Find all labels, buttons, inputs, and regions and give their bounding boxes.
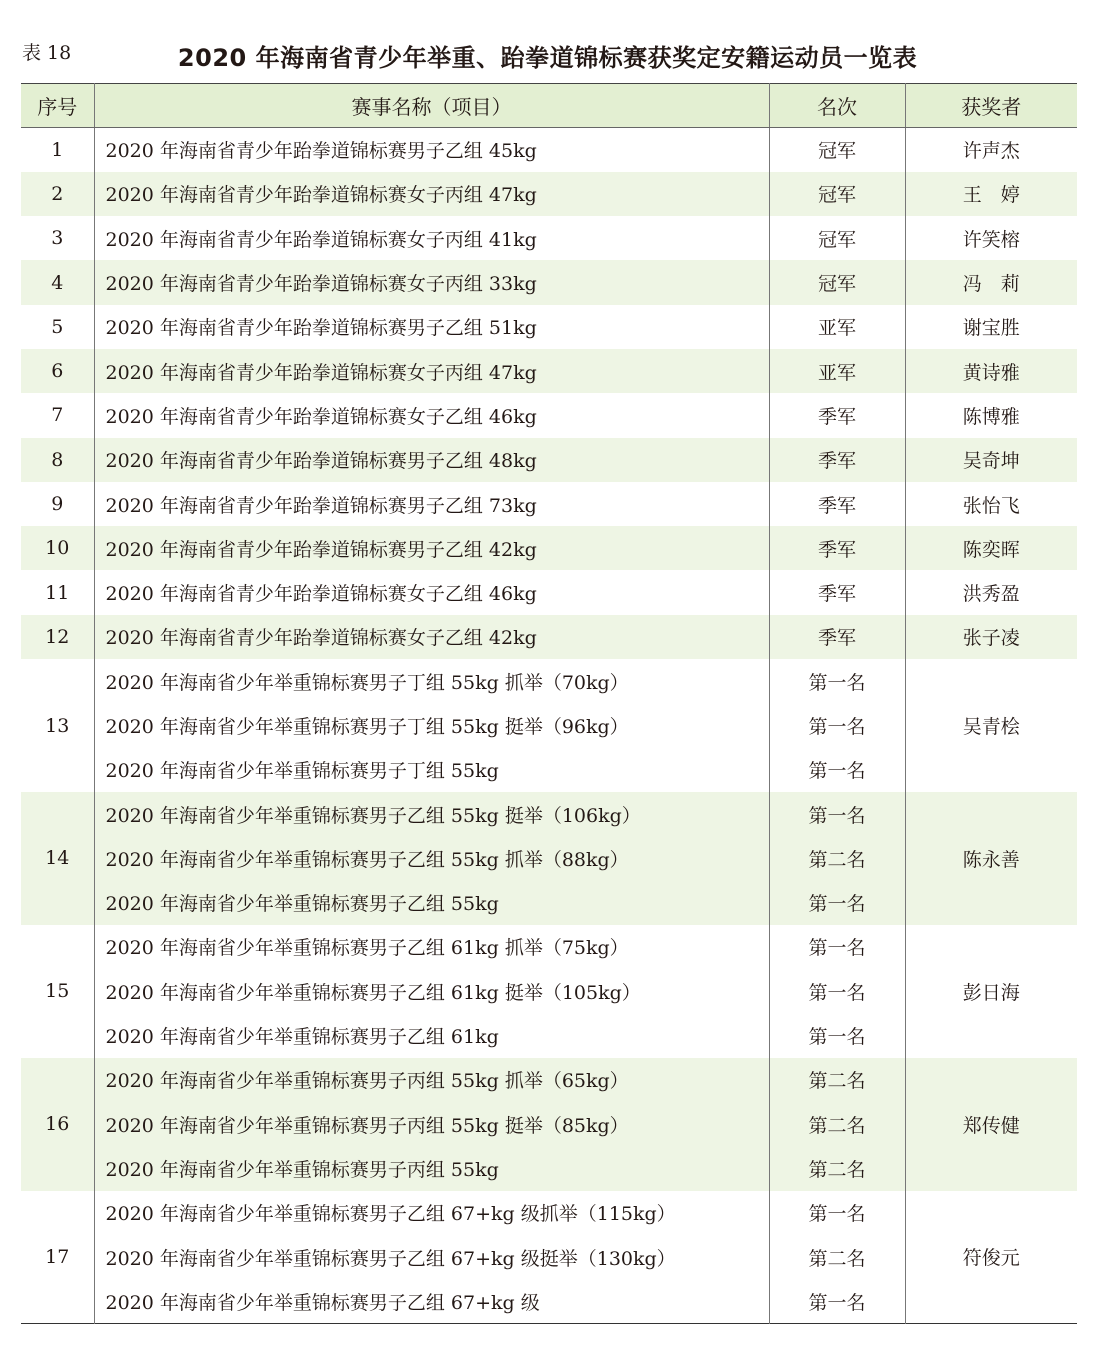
event-name: 2020 年海南省青少年跆拳道锦标赛女子乙组 46kg <box>94 393 769 437</box>
row-number: 12 <box>45 625 70 648</box>
table-row <box>21 172 1077 216</box>
winner-name: 冯 莉 <box>905 260 1077 304</box>
event-name: 2020 年海南省青少年跆拳道锦标赛女子丙组 47kg <box>94 349 769 393</box>
rank: 第二名 <box>769 836 905 880</box>
row-number: 9 <box>51 493 64 516</box>
row-number: 3 <box>51 227 64 250</box>
event-name: 2020 年海南省青少年跆拳道锦标赛女子丙组 47kg <box>94 172 769 216</box>
rank: 第一名 <box>769 748 905 792</box>
table-row <box>21 128 1077 172</box>
event-name: 2020 年海南省少年举重锦标赛男子乙组 67+kg 级 <box>94 1279 769 1323</box>
rank: 第一名 <box>769 1013 905 1057</box>
winner-name: 张子凌 <box>905 615 1077 659</box>
event-name: 2020 年海南省少年举重锦标赛男子乙组 61kg <box>94 1013 769 1057</box>
row-number: 8 <box>51 448 64 471</box>
event-name: 2020 年海南省青少年跆拳道锦标赛女子丙组 33kg <box>94 260 769 304</box>
table-row <box>21 482 1077 526</box>
row-number: 7 <box>51 404 64 427</box>
winner-name: 王 婷 <box>905 172 1077 216</box>
table-row <box>21 260 1077 304</box>
table-row <box>21 570 1077 614</box>
table-row <box>21 526 1077 570</box>
event-name: 2020 年海南省少年举重锦标赛男子乙组 55kg 挺举（106kg） <box>94 792 769 836</box>
rank: 冠军 <box>769 216 905 260</box>
event-name: 2020 年海南省青少年跆拳道锦标赛男子乙组 73kg <box>94 482 769 526</box>
row-number: 5 <box>51 315 64 338</box>
header-event: 赛事名称（项目） <box>94 84 769 128</box>
header-rank: 名次 <box>769 84 905 128</box>
rank: 季军 <box>769 526 905 570</box>
table-row <box>21 659 1077 703</box>
event-name: 2020 年海南省少年举重锦标赛男子乙组 67+kg 级抓举（115kg） <box>94 1191 769 1235</box>
winner-name: 陈永善 <box>905 792 1077 925</box>
winner-name: 陈博雅 <box>905 393 1077 437</box>
winner-name: 吴奇坤 <box>905 438 1077 482</box>
event-name: 2020 年海南省少年举重锦标赛男子乙组 61kg 挺举（105kg） <box>94 969 769 1013</box>
event-name: 2020 年海南省少年举重锦标赛男子乙组 55kg 抓举（88kg） <box>94 836 769 880</box>
event-name: 2020 年海南省青少年跆拳道锦标赛男子乙组 45kg <box>94 128 769 172</box>
event-name: 2020 年海南省少年举重锦标赛男子乙组 67+kg 级挺举（130kg） <box>94 1235 769 1279</box>
rank: 季军 <box>769 393 905 437</box>
rank: 第二名 <box>769 1146 905 1190</box>
rank: 第一名 <box>769 792 905 836</box>
table-label: 表 18 <box>22 42 72 64</box>
rank: 第一名 <box>769 1191 905 1235</box>
header-winner: 获奖者 <box>905 84 1077 128</box>
awards-table <box>21 83 1077 1324</box>
table-row <box>21 216 1077 260</box>
winner-name: 张怡飞 <box>905 482 1077 526</box>
table-row <box>21 305 1077 349</box>
row-number: 13 <box>45 714 70 737</box>
row-number: 1 <box>51 138 64 161</box>
rank: 第一名 <box>769 925 905 969</box>
rank: 亚军 <box>769 349 905 393</box>
rank: 季军 <box>769 615 905 659</box>
rank: 季军 <box>769 482 905 526</box>
row-number: 16 <box>45 1113 70 1136</box>
row-number: 4 <box>51 271 64 294</box>
event-name: 2020 年海南省少年举重锦标赛男子乙组 55kg <box>94 881 769 925</box>
rank: 季军 <box>769 438 905 482</box>
winner-name: 黄诗雅 <box>905 349 1077 393</box>
table-row <box>21 1191 1077 1235</box>
row-number: 14 <box>45 847 70 870</box>
table-row <box>21 438 1077 482</box>
header-no: 序号 <box>21 84 94 128</box>
rank: 第一名 <box>769 969 905 1013</box>
winner-name: 陈奕晖 <box>905 526 1077 570</box>
rank: 第一名 <box>769 703 905 747</box>
winner-name: 谢宝胜 <box>905 305 1077 349</box>
rank: 第二名 <box>769 1102 905 1146</box>
event-name: 2020 年海南省少年举重锦标赛男子丙组 55kg <box>94 1146 769 1190</box>
rank: 季军 <box>769 570 905 614</box>
winner-name: 洪秀盈 <box>905 570 1077 614</box>
winner-name: 彭日海 <box>905 925 1077 1058</box>
winner-name: 吴青桧 <box>905 659 1077 792</box>
row-number: 17 <box>45 1245 70 1268</box>
row-number: 15 <box>45 980 70 1003</box>
table-header-row <box>21 84 1077 128</box>
event-name: 2020 年海南省少年举重锦标赛男子丙组 55kg 抓举（65kg） <box>94 1058 769 1102</box>
table-row <box>21 925 1077 969</box>
rank: 第二名 <box>769 1235 905 1279</box>
row-number: 11 <box>45 581 70 604</box>
rank: 冠军 <box>769 260 905 304</box>
event-name: 2020 年海南省少年举重锦标赛男子乙组 61kg 抓举（75kg） <box>94 925 769 969</box>
event-name: 2020 年海南省少年举重锦标赛男子丁组 55kg 抓举（70kg） <box>94 659 769 703</box>
row-number: 2 <box>51 182 64 205</box>
table-row <box>21 615 1077 659</box>
event-name: 2020 年海南省青少年跆拳道锦标赛男子乙组 48kg <box>94 438 769 482</box>
rank: 第一名 <box>769 659 905 703</box>
rank: 第一名 <box>769 1279 905 1323</box>
table-row <box>21 1058 1077 1102</box>
event-name: 2020 年海南省少年举重锦标赛男子丁组 55kg 挺举（96kg） <box>94 703 769 747</box>
winner-name: 许声杰 <box>905 128 1077 172</box>
winner-name: 符俊元 <box>905 1191 1077 1324</box>
event-name: 2020 年海南省少年举重锦标赛男子丁组 55kg <box>94 748 769 792</box>
table-row <box>21 393 1077 437</box>
rank: 冠军 <box>769 128 905 172</box>
table-row <box>21 792 1077 836</box>
event-name: 2020 年海南省青少年跆拳道锦标赛女子丙组 41kg <box>94 216 769 260</box>
winner-name: 许笑榕 <box>905 216 1077 260</box>
winner-name: 郑传健 <box>905 1058 1077 1191</box>
event-name: 2020 年海南省青少年跆拳道锦标赛男子乙组 42kg <box>94 526 769 570</box>
rank: 亚军 <box>769 305 905 349</box>
table-body <box>21 128 1077 1324</box>
row-number: 10 <box>45 537 70 560</box>
table-row <box>21 349 1077 393</box>
rank: 第二名 <box>769 1058 905 1102</box>
row-number: 6 <box>51 360 64 383</box>
event-name: 2020 年海南省青少年跆拳道锦标赛女子乙组 46kg <box>94 570 769 614</box>
event-name: 2020 年海南省青少年跆拳道锦标赛男子乙组 51kg <box>94 305 769 349</box>
event-name: 2020 年海南省少年举重锦标赛男子丙组 55kg 挺举（85kg） <box>94 1102 769 1146</box>
rank: 第一名 <box>769 881 905 925</box>
page-title: 2020 年海南省青少年举重、跆拳道锦标赛获奖定安籍运动员一览表 <box>177 44 918 72</box>
event-name: 2020 年海南省青少年跆拳道锦标赛女子乙组 42kg <box>94 615 769 659</box>
rank: 冠军 <box>769 172 905 216</box>
